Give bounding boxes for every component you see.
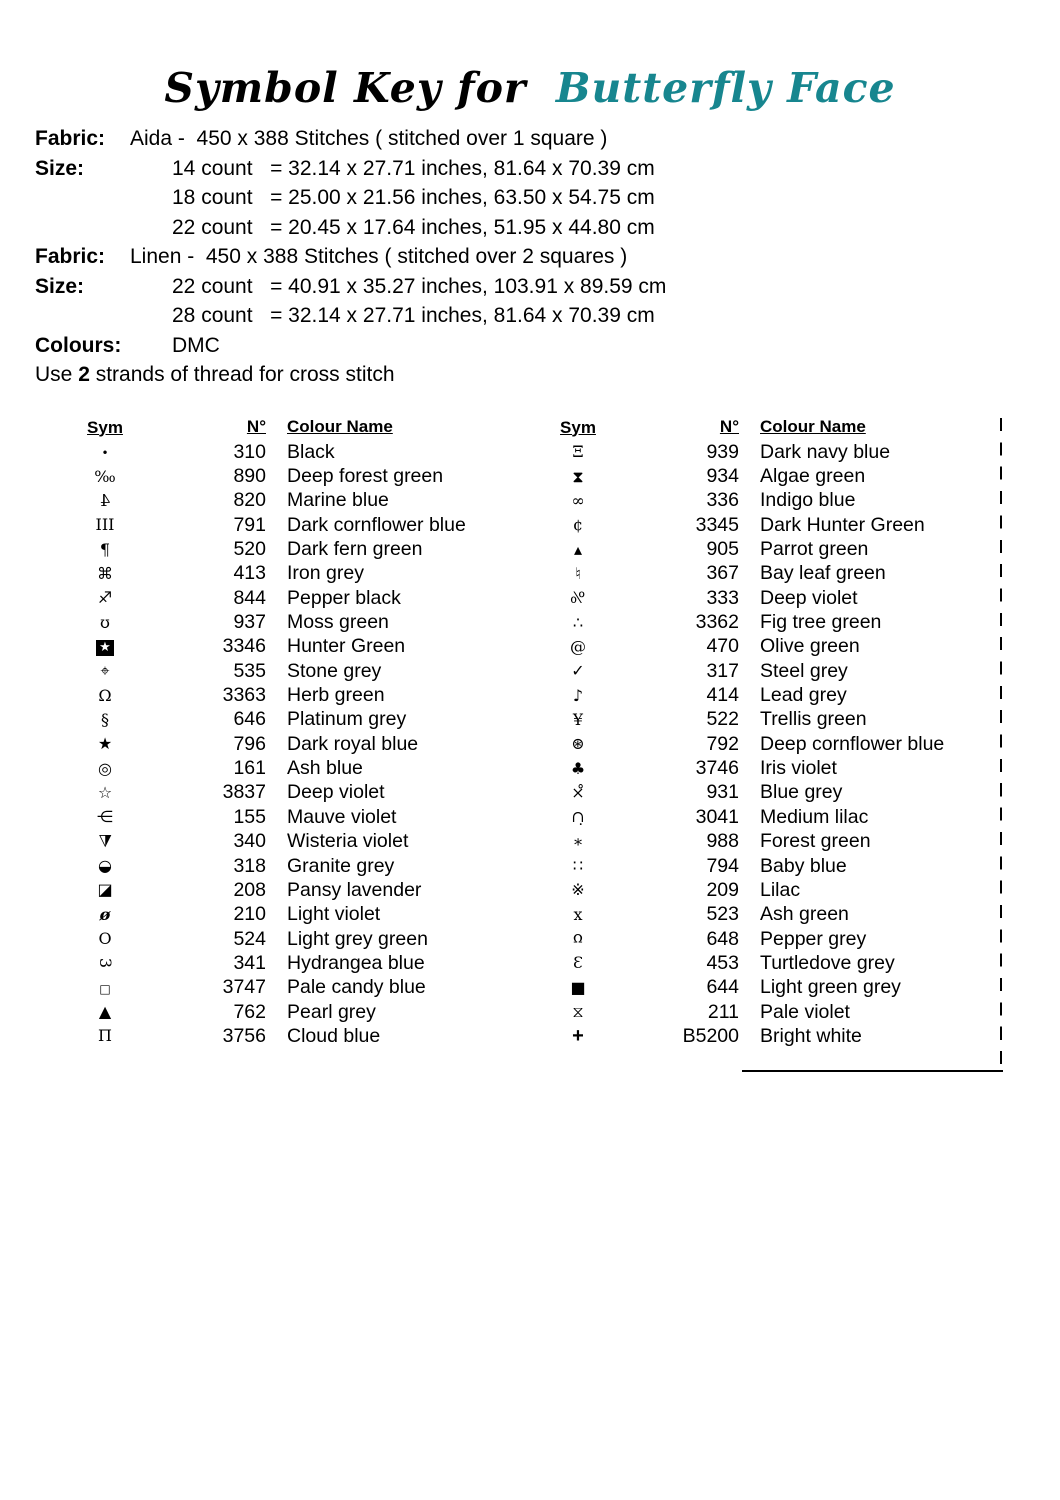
table-row [72,781,532,805]
symbol-cell [545,858,611,874]
table-row [72,586,532,610]
stitch-symbol: ★ [96,640,114,657]
colour-name-cell: Deep forest green [287,465,444,488]
stitch-symbol: @ [570,636,586,656]
number-cell: 820 [233,489,266,512]
number-cell: 310 [233,440,266,463]
colour-name-cell: Moss green [287,611,389,634]
stitch-symbol: ∩̣ [571,807,585,827]
symbol-cell [72,444,138,460]
table-row [72,562,532,586]
symbol-cell [72,834,138,850]
info-row [35,124,1040,154]
stitch-symbol: ∞ [571,490,585,510]
colour-name-cell: Deep cornflower blue [760,732,945,755]
table-row [72,659,532,683]
symbol-cell [72,563,138,583]
info-row-label: Fabric: [35,127,106,150]
symbol-cell [545,444,611,460]
number-cell: 3363 [222,684,266,707]
fabric-info-block [35,124,1040,390]
stitch-symbol: 4 [99,490,111,510]
colour-name-cell: Turtledove grey [760,951,895,974]
table-row [545,903,1005,927]
key-table-left-rows [72,440,532,1049]
symbol-cell [72,517,138,533]
colour-name-cell: Cloud blue [287,1024,381,1047]
table-row [545,830,1005,854]
stitch-symbol: ▲ [98,1002,112,1022]
table-row [545,1000,1005,1024]
header-sym: Sym [87,417,123,437]
symbol-cell [72,709,138,729]
colour-name-cell: Parrot green [760,538,869,561]
colour-name-cell: Pearl grey [287,1000,376,1023]
project-name: Butterfly Face [555,64,896,112]
key-table-header [72,414,532,440]
colour-name-cell: Deep violet [760,586,858,609]
colour-name-cell: Iron grey [287,562,364,585]
symbol-cell [72,590,138,606]
stitch-symbol: ◎ [98,758,112,778]
stitch-symbol: • [101,446,109,461]
symbol-cell [545,736,611,752]
number-cell: 161 [233,757,266,780]
stitch-symbol: ×̊ [571,782,585,802]
table-row [545,951,1005,975]
symbol-cell [545,882,611,898]
table-row [545,781,1005,805]
colour-name-cell: Baby blue [760,854,847,877]
number-cell: 3041 [695,805,739,828]
info-row [35,301,1040,331]
table-row [545,635,1005,659]
info-row [35,331,1040,361]
number-cell: 844 [233,586,266,609]
number-cell: 318 [233,854,266,877]
stitch-symbol: ◭ [98,832,112,852]
colour-name-cell: Dark royal blue [287,732,419,755]
number-cell: 644 [706,976,739,999]
stitch-symbol: Ω [98,685,112,705]
symbol-cell [72,782,138,802]
stitch-symbol: III [95,515,115,535]
symbol-cell [545,539,611,559]
stitch-symbol: ¶ [99,539,111,559]
number-cell: 333 [706,586,739,609]
table-row [545,805,1005,829]
stitch-symbol: ∴ [572,612,584,632]
info-row-text: DMC [172,333,220,357]
symbol-cell [72,466,138,486]
number-cell: 796 [233,732,266,755]
table-row [72,440,532,464]
page-title-prefix: Symbol Key for [164,64,527,112]
stitch-symbol: ✓ [571,661,585,681]
key-table-left-column [72,414,532,1049]
colour-name-cell: Pansy lavender [287,878,422,901]
table-row [72,854,532,878]
table-row [72,976,532,1000]
colour-name-cell: Granite grey [287,854,395,877]
table-row [72,537,532,561]
number-cell: 211 [707,1000,739,1023]
symbol-cell [72,858,138,874]
symbol-cell [545,782,611,802]
symbol-cell [545,758,611,778]
number-cell: 453 [706,951,739,974]
stitch-symbol: ∗ [572,831,584,851]
table-row [72,635,532,659]
stitch-symbol: ʊ [100,612,110,632]
table-row [545,537,1005,561]
number-cell: 939 [706,440,739,463]
number-cell: 3346 [222,635,266,658]
table-row [72,1024,532,1048]
stitch-symbol: ⌖ [100,661,110,681]
number-cell: 155 [233,805,266,828]
symbol-cell [545,831,611,851]
colour-name-cell: Dark fern green [287,538,423,561]
table-row [72,830,532,854]
colour-name-cell: Light green grey [760,976,901,999]
colour-name-cell: Pale violet [760,1000,850,1023]
symbol-cell [545,930,611,950]
table-row [72,951,532,975]
stitch-symbol: ◒ [98,856,112,876]
stitch-symbol: ♣ [570,758,586,778]
table-row [72,927,532,951]
table-row [72,683,532,707]
number-cell: 931 [706,781,739,804]
strands-suffix: strands of thread for cross stitch [89,363,395,386]
number-cell: 3837 [222,781,266,804]
stitch-symbol: ♪ [572,685,584,705]
colour-name-cell: Iris violet [760,757,837,780]
stitch-symbol: § [101,709,109,729]
header-name: Colour Name [287,417,393,436]
stitch-symbol: ◪ [97,880,113,900]
number-cell: 535 [233,659,266,682]
key-table-right-column [545,414,1005,1049]
header-name: Colour Name [760,417,866,436]
symbol-cell [545,955,611,971]
symbol-cell [72,663,138,679]
key-table-right-rows [545,440,1005,1049]
table-row [545,1024,1005,1048]
symbol-cell [545,685,611,705]
colour-name-cell: Bright white [760,1024,862,1047]
info-row [35,272,1040,302]
table-row [545,440,1005,464]
symbol-cell [72,758,138,778]
stitch-symbol: ※ [571,880,585,900]
symbol-cell [545,590,611,606]
table-row [72,489,532,513]
number-cell: 470 [706,635,739,658]
colour-name-cell: Lilac [760,878,801,901]
header-sym: Sym [560,417,596,437]
number-cell: 3747 [222,976,266,999]
info-row [35,183,1040,213]
number-cell: 934 [706,465,739,488]
stitch-symbol: ☆ [97,782,113,802]
key-table-header [545,414,1005,440]
symbol-cell [545,466,611,486]
table-row [545,878,1005,902]
number-cell: 210 [233,903,266,926]
stitch-symbol: ■ [570,977,586,997]
symbol-cell [72,904,138,924]
table-row [72,756,532,780]
colour-name-cell: Bay leaf green [760,562,886,585]
number-cell: 937 [233,611,266,634]
header-num: N° [719,417,739,436]
colour-name-cell: Pepper grey [760,927,867,950]
number-cell: 646 [233,708,266,731]
number-cell: 336 [706,489,739,512]
colour-name-cell: Deep violet [287,781,385,804]
table-row [545,464,1005,488]
stitch-symbol: ♮ [575,563,581,583]
colour-name-cell: Light grey green [287,927,428,950]
symbol-cell [72,490,138,510]
stitch-symbol: □ [99,981,111,996]
table-row [545,927,1005,951]
strands-prefix: Use [35,363,79,386]
symbol-cell [72,955,138,971]
table-row [72,732,532,756]
table-row [545,756,1005,780]
table-row [72,878,532,902]
stitch-symbol: ∷ [572,856,584,876]
symbol-cell [72,539,138,559]
stitch-symbol: Π [98,1026,112,1046]
number-cell: 3345 [695,513,739,536]
table-row [545,562,1005,586]
info-row-text: 18 count = 25.00 x 21.56 inches, 63.50 x 54.75 cm [172,186,655,209]
table-row [545,708,1005,732]
colour-name-cell: Marine blue [287,489,389,512]
colour-name-cell: Ash blue [287,757,363,780]
info-row-text: 28 count = 32.14 x 27.71 inches, 81.64 x 70.39 cm [172,304,655,327]
colour-name-cell: Medium lilac [760,805,869,828]
number-cell: 792 [706,732,739,755]
table-row [545,586,1005,610]
colour-name-cell: Blue grey [760,781,843,804]
number-cell: 520 [233,538,266,561]
stitch-symbol: ø [99,904,111,924]
table-row [72,513,532,537]
table-row [545,976,1005,1000]
number-cell: 208 [233,878,266,901]
stitch-symbol: ★ [97,734,113,754]
colour-name-cell: Dark Hunter Green [760,513,925,536]
colour-name-cell: Dark navy blue [760,440,891,463]
table-row [72,903,532,927]
symbol-cell [545,709,611,729]
info-row [35,242,1040,272]
stitch-symbol: ⊛ [571,734,585,754]
number-cell: 341 [233,951,266,974]
table-row [72,610,532,634]
colour-name-cell: Wisteria violet [287,830,409,853]
number-cell: 905 [706,538,739,561]
symbol-cell [72,685,138,705]
info-row [35,154,1040,184]
stitch-symbol: Ɛ [573,953,583,973]
number-cell: 890 [233,465,266,488]
colour-name-cell: Platinum grey [287,708,407,731]
symbol-cell [72,612,138,632]
number-cell: 522 [706,708,739,731]
colour-name-cell: Indigo blue [760,489,856,512]
table-row [545,854,1005,878]
info-row-text: 14 count = 32.14 x 27.71 inches, 81.64 x 70.39 cm [172,156,655,180]
colour-name-cell: Black [287,440,335,463]
number-cell: 317 [706,659,739,682]
colour-name-cell: Ash green [760,903,849,926]
symbol-cell [545,904,611,924]
symbol-key-table [72,414,1005,1049]
stitch-symbol: ¥ [572,709,584,729]
colour-name-cell: Fig tree green [760,611,882,634]
colour-name-cell: Stone grey [287,659,382,682]
strands-note [35,360,1040,390]
table-row [545,659,1005,683]
number-cell: 3756 [222,1024,266,1047]
colour-name-cell: Trellis green [760,708,867,731]
symbol-cell [545,809,611,825]
colour-name-cell: Hydrangea blue [287,951,425,974]
table-row [545,683,1005,707]
stitch-symbol: x [573,904,583,924]
colour-name-cell: Mauve violet [287,805,397,828]
symbol-cell [545,1004,611,1020]
symbol-cell [72,1028,138,1044]
stitch-symbol: ‰ [94,466,116,486]
symbol-cell [545,636,611,656]
symbol-cell [545,517,611,533]
number-cell: 762 [233,1000,266,1023]
number-cell: 791 [233,513,266,536]
symbol-cell [545,977,611,997]
colour-name-cell: Pepper black [287,586,401,609]
number-cell: 988 [706,830,739,853]
info-row-label: Fabric: [35,245,106,268]
colour-name-cell: Steel grey [760,659,848,682]
info-row-label: Size: [35,156,85,180]
header-num: N° [246,417,266,436]
table-row [72,805,532,829]
info-row-text: 22 count = 40.91 x 35.27 inches, 103.91 x 89.59 cm [172,274,667,298]
page-title [0,64,1060,112]
stitch-symbol: ⌘ [97,563,113,583]
number-cell: 794 [706,854,739,877]
symbol-cell [72,1004,138,1020]
symbol-cell [545,490,611,510]
symbol-cell [72,638,138,657]
stitch-symbol: O [98,929,112,949]
colour-name-cell: Light violet [287,903,381,926]
number-cell: 367 [706,562,739,585]
table-row [545,489,1005,513]
colour-name-cell: Forest green [760,830,871,853]
table-right-border-line [1000,418,1002,1073]
number-cell: 414 [706,684,739,707]
number-cell: 523 [706,903,739,926]
info-row-label: Colours: [35,333,122,357]
stitch-symbol: ⧗ [572,466,584,486]
info-row-text: Linen - 450 x 388 Stitches ( stitched over 2 squares ) [130,245,628,268]
symbol-cell [72,809,138,825]
number-cell: 3362 [695,611,739,634]
stitch-symbol: % [570,588,586,608]
number-cell: 209 [706,878,739,901]
symbol-cell [545,612,611,632]
colour-name-cell: Algae green [760,465,866,488]
stitch-symbol: Ξ [572,442,584,462]
colour-name-cell: Hunter Green [287,635,406,658]
table-row [72,708,532,732]
symbol-cell [545,663,611,679]
stitch-symbol: 3 [96,958,115,969]
table-row [72,1000,532,1024]
stitch-symbol: ⧖ [572,1002,584,1022]
colour-name-cell: Lead grey [760,684,847,707]
symbol-cell [545,563,611,583]
number-cell: 524 [233,927,266,950]
number-cell: 3746 [695,757,739,780]
table-row [72,464,532,488]
strands-count: 2 [78,363,90,386]
stitch-symbol: ⋲ [97,807,113,827]
colour-name-cell: Pale candy blue [287,976,426,999]
symbol-cell [72,980,138,996]
number-cell: 340 [233,830,266,853]
info-row-text: 22 count = 20.45 x 17.64 inches, 51.95 x 44.80 cm [172,215,655,239]
info-row-label: Size: [35,274,85,298]
stitch-symbol: ♐ [97,588,113,608]
table-row [545,732,1005,756]
table-row [545,513,1005,537]
stitch-symbol: ▴ [573,539,583,559]
number-cell: 413 [233,562,266,585]
colour-name-cell: Herb green [287,684,385,707]
symbol-cell [72,882,138,898]
colour-name-cell: Dark cornflower blue [287,513,466,536]
stitch-symbol: ¢ [572,515,584,535]
number-cell: B5200 [682,1024,739,1047]
stitch-symbol: ʊ [573,930,583,950]
symbol-cell [545,1026,611,1046]
info-row [35,213,1040,243]
symbol-cell [72,736,138,752]
info-row-text: Aida - 450 x 388 Stitches ( stitched over 1 square ) [130,127,608,150]
table-row [545,610,1005,634]
number-cell: 648 [706,927,739,950]
symbol-cell [72,931,138,947]
colour-name-cell: Olive green [760,635,860,658]
table-bottom-border-line [742,1070,1003,1072]
fabric-info-rows [35,124,1040,360]
stitch-symbol: + [572,1025,584,1048]
